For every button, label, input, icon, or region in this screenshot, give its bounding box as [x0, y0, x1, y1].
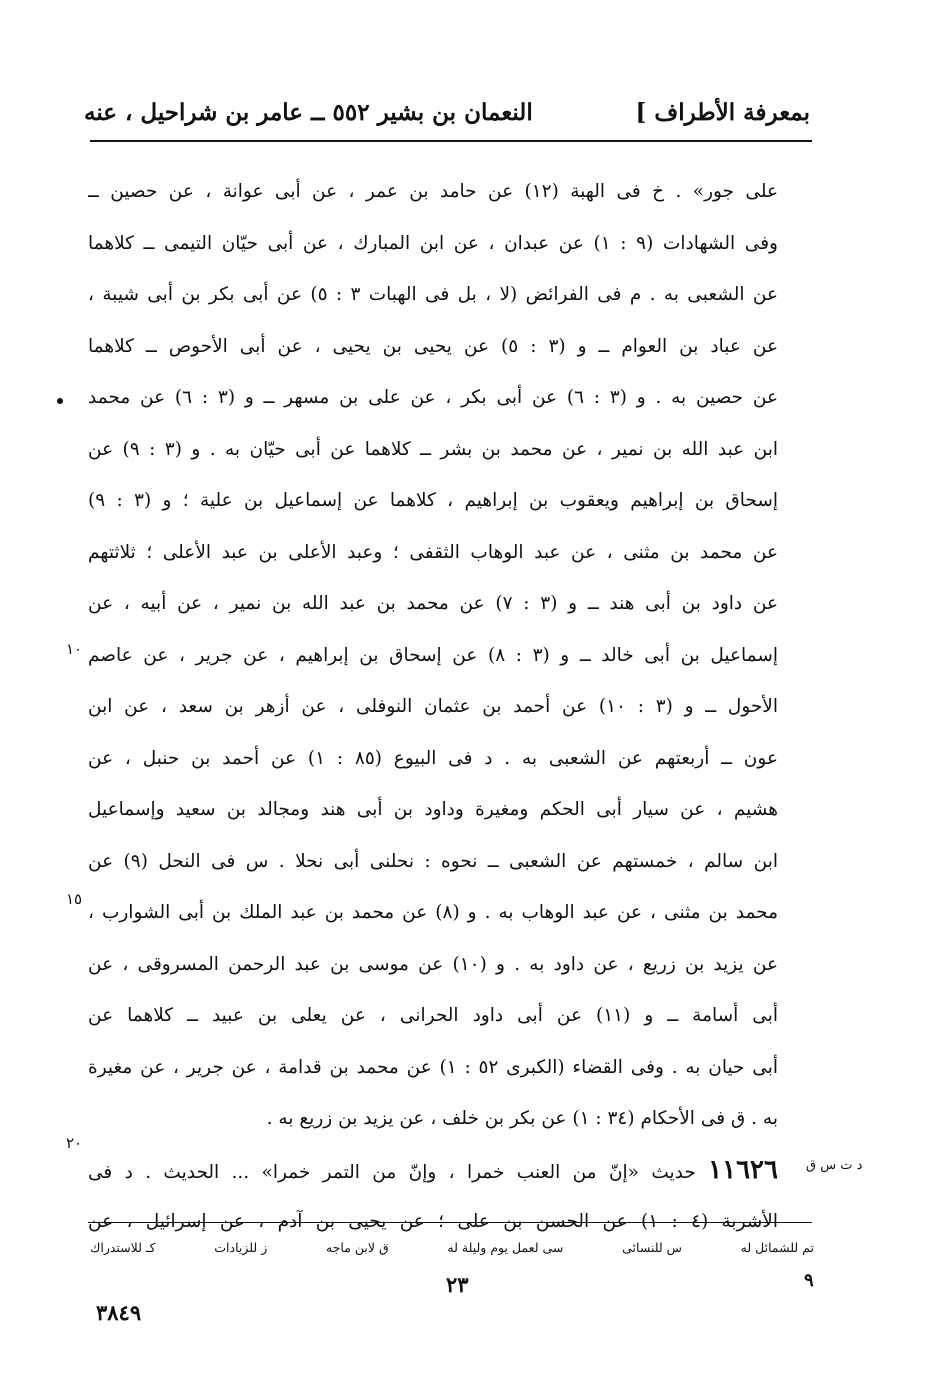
- sigla-item: سى لعمل يوم وليلة له: [447, 1239, 564, 1255]
- hadith-text: حديث «إنّ من العنب خمرا ، وإنّ من التمر خمرا» ... الحديث . د فى: [88, 1161, 696, 1183]
- text-line: إسماعيل بن أبى خالد ــ و (٣ : ٨) عن إسحاق بن إبراهيم ، عن جرير ، عن عاصم: [88, 644, 778, 666]
- hadith-number: ١١٦٢٦: [708, 1154, 778, 1185]
- hadith-side-note: د ت س ق: [806, 1158, 863, 1173]
- text-line: عن يزيد بن زريع ، عن داود به . و (١٠) عن موسى بن عبد الرحمن المسروقى ، عن: [88, 953, 778, 975]
- page-number: ٢٣: [446, 1272, 469, 1297]
- text-line: به . ق فى الأحكام (٣٤ : ١) عن بكر بن خلف ، عن يزيد بن زريع به .: [266, 1108, 778, 1129]
- line-number-10: ١٠: [66, 640, 83, 658]
- text-line: ابن عبد الله بن نمير ، عن محمد بن بشر ــ كلاهما عن أبى حيّان به . و (٣ : ٩) عن: [88, 438, 778, 460]
- volume-number: ٣٨٤٩: [96, 1300, 142, 1325]
- body-text: [88, 166, 778, 1248]
- header-center: النعمان بن بشير ٥٥٢ ــ عامر بن شراحيل ، عنه: [84, 98, 533, 126]
- header-rule: [90, 140, 812, 142]
- sigla-item: س للنسائى: [622, 1239, 682, 1255]
- sigla-item: ز للزيادات: [214, 1239, 268, 1255]
- line-number-20: ٢٠: [66, 1134, 83, 1152]
- text-line: عن داود بن أبى هند ــ و (٣ : ٧) عن محمد بن عبد الله بن نمير ، عن أبيه ، عن: [88, 593, 778, 614]
- text-line: الأشربة (٤ : ١) عن الحسن بن على ؛ عن يحيى بن آدم ، عن إسرائيل ، عن: [88, 1211, 778, 1232]
- footer-rule: [88, 1222, 812, 1223]
- text-line: محمد بن مثنى ، عن عبد الوهاب به . و (٨) عن محمد بن عبد الملك بن أبى الشوارب ،: [88, 902, 778, 923]
- text-line: أبى أسامة ــ و (١١) عن أبى داود الحرانى ، عن يعلى بن عبيد ــ كلاهما عن: [88, 1005, 778, 1026]
- sigla-item: تم للشمائل له: [740, 1239, 814, 1255]
- sigla-item: ق لابن ماجه: [325, 1239, 389, 1255]
- signature-mark: ٩: [804, 1270, 814, 1291]
- text-line: وفى الشهادات (٩ : ١) عن عبدان ، عن ابن المبارك ، عن أبى حيّان التيمى ــ كلاهما: [88, 232, 778, 254]
- text-line: إسحاق بن إبراهيم ويعقوب بن إبراهيم ، كلاهما عن إسماعيل بن علية ؛ و (٣ : ٩): [88, 490, 778, 511]
- text-line: هشيم ، عن سيار أبى الحكم ومغيرة وداود بن أبى هند ومجالد بن سعيد وإسماعيل: [88, 799, 778, 820]
- text-line: عن محمد بن مثنى ، عن عبد الوهاب الثقفى ؛ وعبد الأعلى بن عبد الأعلى ؛ ثلاثتهم: [88, 541, 778, 563]
- header-right: بمعرفة الأطراف ]: [635, 98, 810, 126]
- text-line: ابن سالم ، خمستهم عن الشعبى ــ نحوه : نحلنى أبى نحلا . س فى النحل (٩) عن: [88, 850, 778, 872]
- text-line: على جور» . خ فى الهبة (١٢) عن حامد بن عمر ، عن أبى عوانة ، عن حصين ــ: [88, 181, 778, 202]
- text-line: عن حصين به . و (٣ : ٦) عن أبى بكر ، عن على بن مسهر ــ و (٣ : ٦) عن محمد: [88, 387, 778, 408]
- line-number-15: ١٥: [66, 890, 83, 908]
- sigla-item: كـ للاستدراك: [90, 1239, 156, 1255]
- text-line: عن عباد بن العوام ــ و (٣ : ٥) عن يحيى بن يحيى ، عن أبى الأحوص ــ كلاهما: [88, 335, 778, 357]
- text-line: أبى حيان به . وفى القضاء (الكبرى ٥٢ : ١) عن محمد بن قدامة ، عن جرير ، عن مغيرة: [88, 1056, 778, 1078]
- hadith-line: [88, 1145, 778, 1197]
- text-line: عن الشعبى به . م فى الفرائض (لا ، بل فى الهبات ٣ : ٥) عن أبى بكر بن أبى شيبة ،: [88, 284, 778, 305]
- text-line: عون ــ أربعتهم عن الشعبى به . د فى البيوع (٨٥ : ١) عن أحمد بن حنبل ، عن: [88, 747, 778, 769]
- running-header: [84, 92, 810, 132]
- text-line: الأحول ــ و (٣ : ١٠) عن أحمد بن عثمان النوفلى ، عن أزهر بن سعد ، عن ابن: [88, 696, 778, 717]
- sigla-key: [90, 1234, 814, 1260]
- margin-dot: [57, 398, 63, 404]
